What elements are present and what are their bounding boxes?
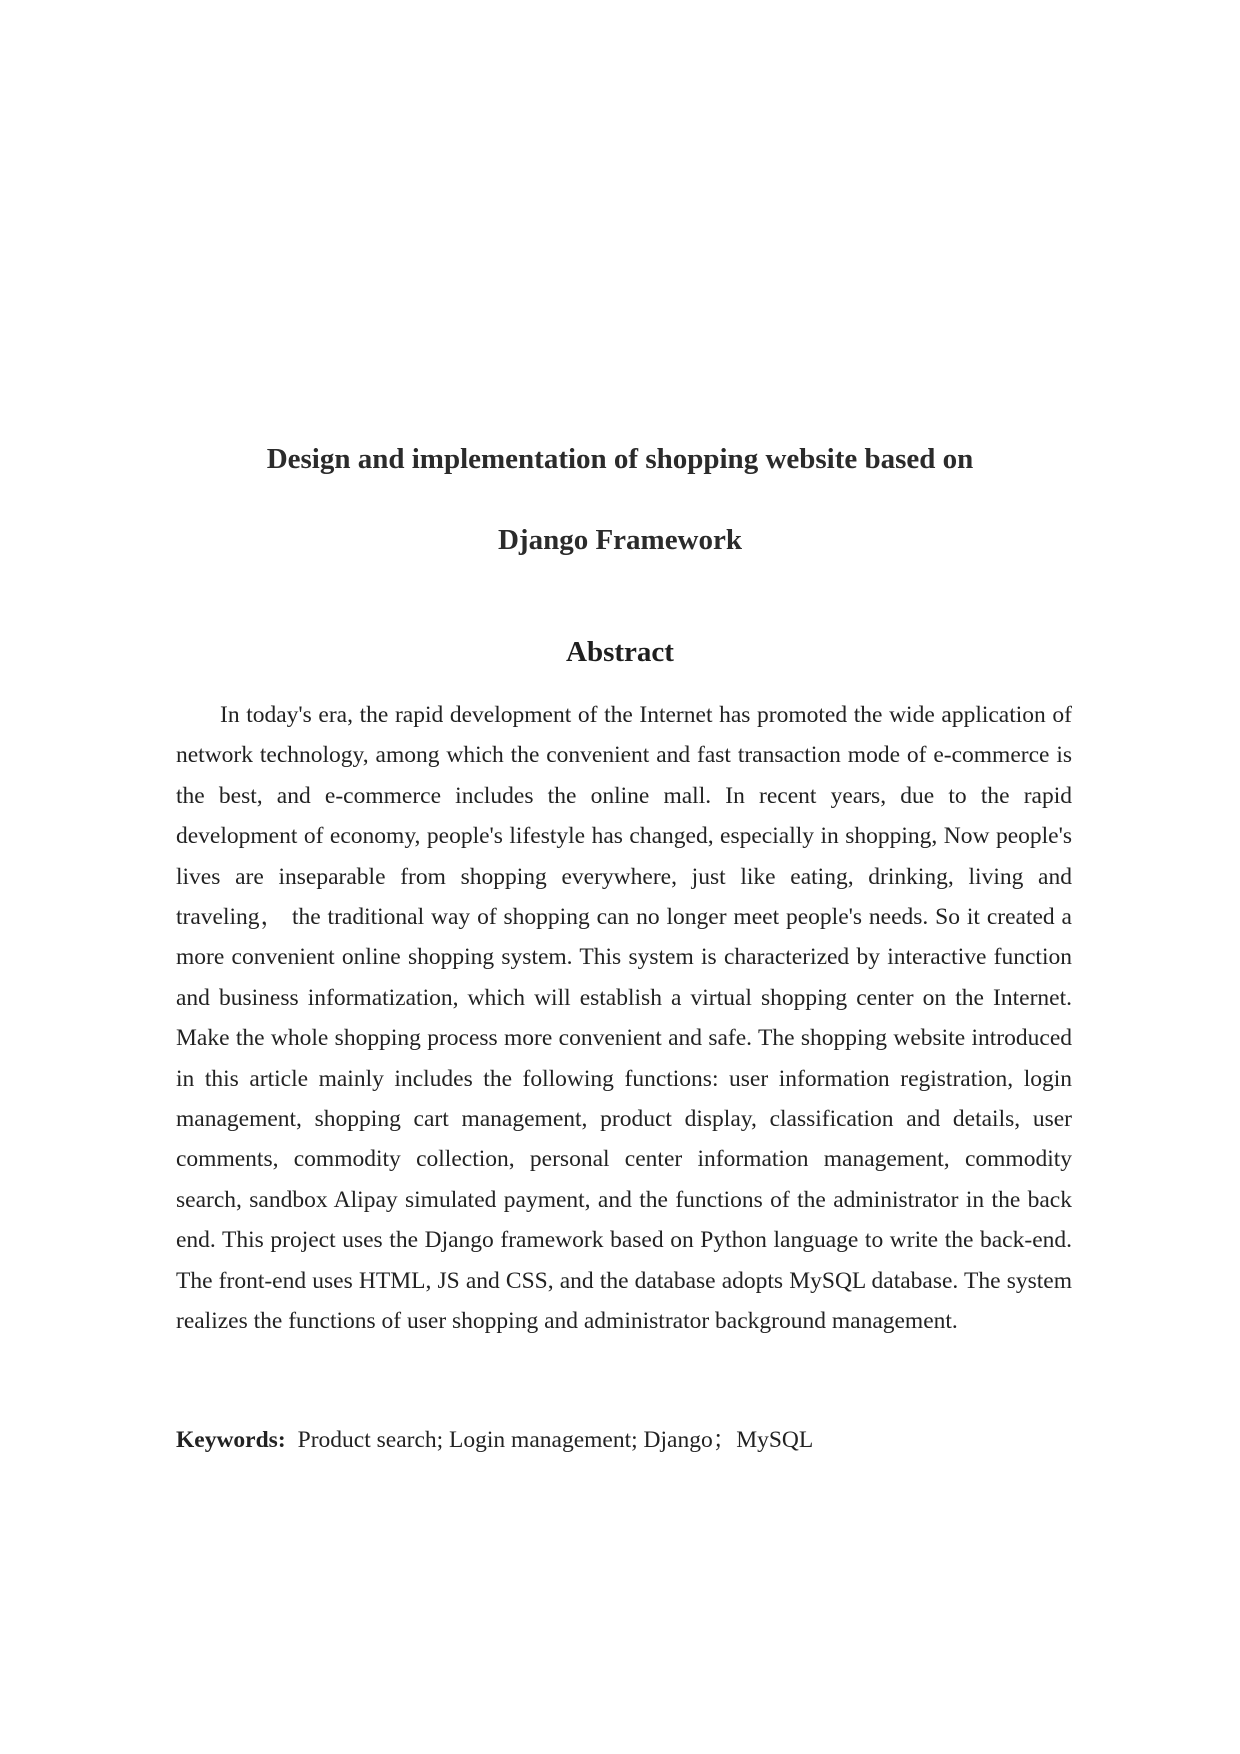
paper-title-line-1: Design and implementation of shopping website based on: [266, 443, 974, 475]
paper-title-line-2: Django Framework: [497, 524, 743, 556]
keywords-value: Product search; Login management; Django；MySQL: [297, 1427, 814, 1453]
abstract-paragraph: In today's era, the rapid development of the Internet has promoted the wide application of network technology, among which the convenient and fast transaction mode of e-commerce is the best, and e-commerce includes the online mall. In recent years, due to the rapid development of economy, people's lifestyle has changed, especially in shopping, Now people's lives are inseparable from shopping everywhere, just like eating, drinking, living and traveling， the traditional way of shopping can no longer meet people's needs. So it created a more convenient online shopping system. This system is characterized by interactive function and business informatization, which will establish a virtual shopping center on the Internet. Make the whole shopping process more convenient and safe. The shopping website introduced in this article mainly includes the following functions: user information registration, login management, shopping cart management, product display, classification and details, user comments, commodity collection, personal center information management, commodity search, sandbox Alipay simulated payment, and the functions of the administrator in the back end. This project uses the Django framework based on Python language to write the back-end. The front-end uses HTML, JS and CSS, and the database adopts MySQL database. The system realizes the functions of user shopping and administrator background management.: [176, 702, 1072, 1335]
keywords-line: [176, 1420, 1072, 1460]
abstract-heading: Abstract: [566, 636, 674, 668]
keywords-label: Keywords:: [176, 1427, 286, 1453]
